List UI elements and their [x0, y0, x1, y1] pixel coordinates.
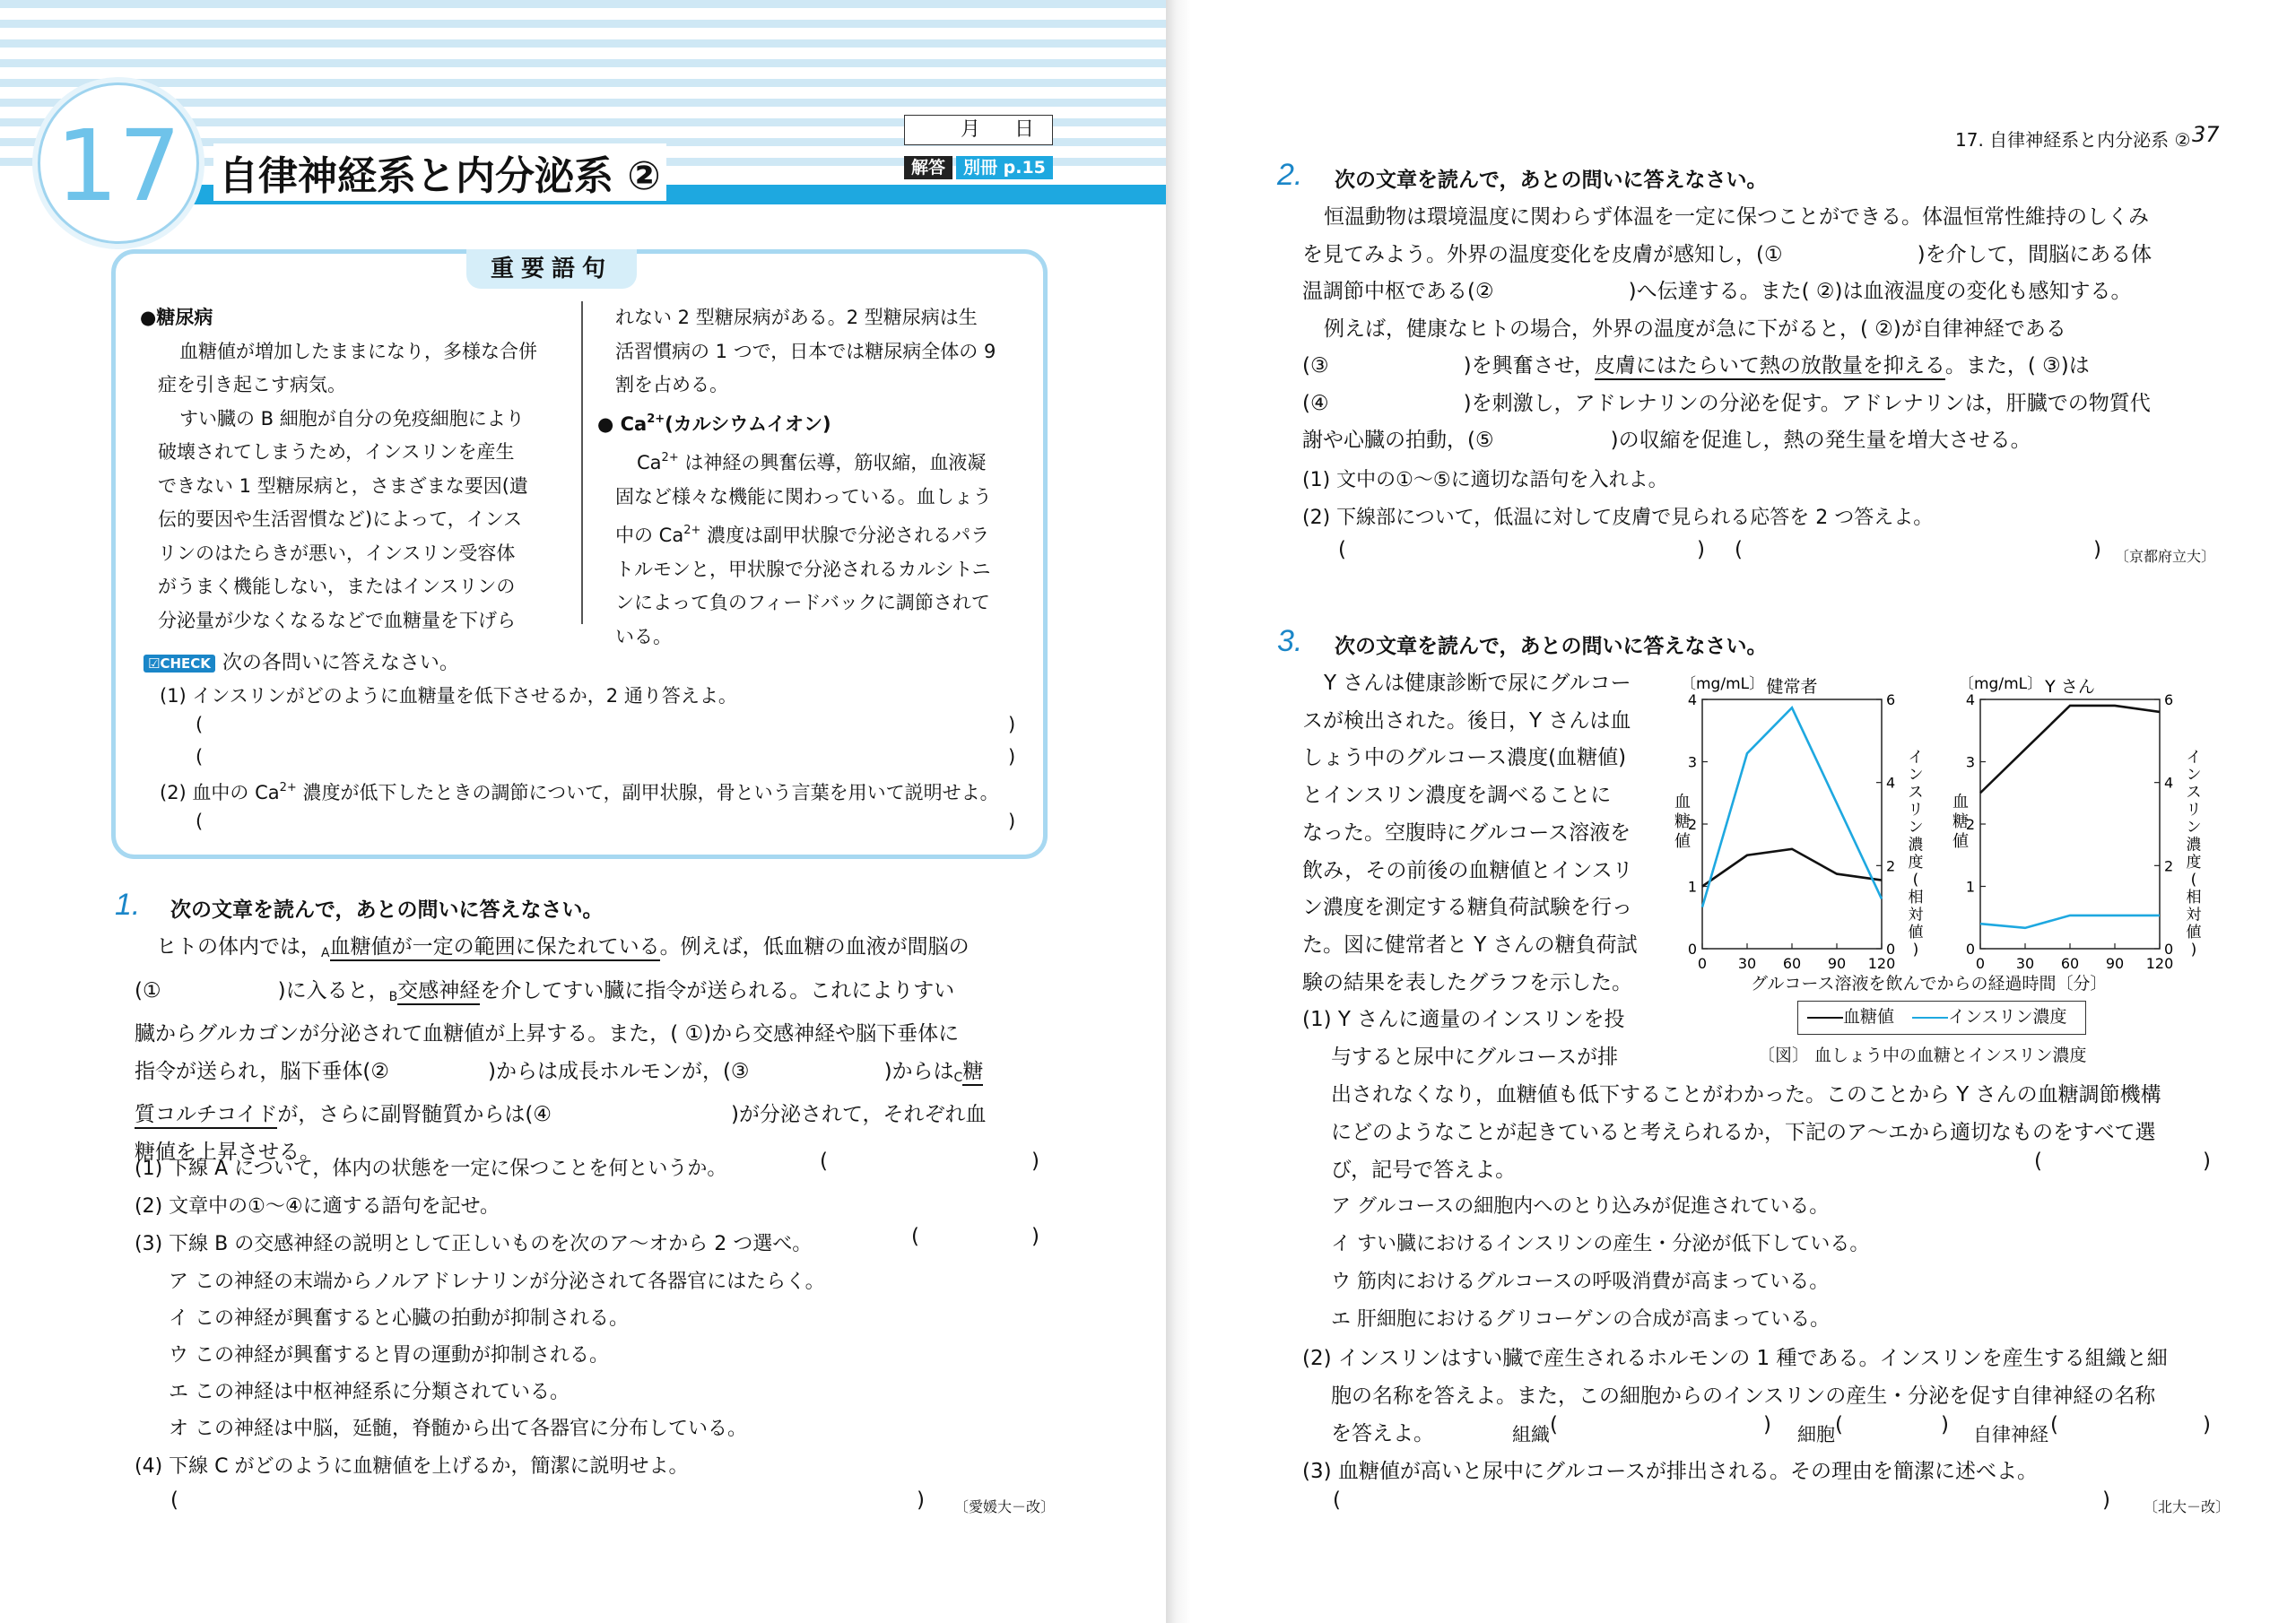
y-axis-label-char: 血: [1674, 793, 1691, 812]
answer-paren-close: ): [1763, 1413, 1771, 1436]
x-tick-label: 60: [1782, 955, 1802, 972]
figure-xlabel: グルコース溶液を飲んでからの経過時間〔分〕: [1751, 974, 2108, 994]
y-tick-label: 4: [1687, 691, 1697, 708]
answer-paren-open: (: [1550, 1413, 1558, 1436]
chapter-number-badge: [38, 82, 199, 244]
term-text: ンによって負のフィードバックに調節されて: [615, 592, 990, 613]
term-calcium-heading: ● $Ca^{2+}$(カルシウムイオン): [597, 412, 831, 435]
x-tick-label: 30: [1737, 955, 1757, 972]
key-terms-title: 重要語句: [466, 249, 637, 289]
option-e: オ この神経は中脳，延髄，脊髄から出て各器官に分布している。: [169, 1418, 747, 1440]
answer-paren-open: (: [196, 811, 204, 832]
question-1-part-1: (1) 下線 A について，体内の状態を一定に保つことを何というか。: [135, 1158, 727, 1180]
option-a: ア グルコースの細胞内へのとり込みが促進されている。: [1331, 1195, 1830, 1218]
date-month: 月: [960, 118, 980, 141]
y-tick-label: 3: [1687, 753, 1697, 771]
check-heading: ☑CHECK 次の各問いに答えなさい。: [144, 647, 459, 675]
y2-axis-label-char: 対: [1908, 906, 1924, 924]
option-b: イ すい臓におけるインスリンの産生・分泌が低下している。: [1331, 1233, 1870, 1255]
y-unit-label: 〔mg/mL〕: [1681, 675, 1765, 693]
answer-paren-open: (: [1338, 538, 1346, 561]
x-tick-label: 120: [1867, 955, 1896, 972]
question-3-part-1e: び，記号で答えよ。: [1331, 1159, 1517, 1182]
running-head: 17. 自律神経系と内分泌系 ②: [1955, 129, 2191, 151]
glucose-line: [1980, 706, 2160, 793]
y2-axis-label-char: ス: [1908, 784, 1924, 802]
question-3-passage: Y さんは健康診断で尿にグルコー スが検出された。後日，Y さんは血 しょう中のグルコース濃度(血糖値) とインスリン濃度を調べることに なった。空腹時にグルコース溶液を 飲み，その前後の血糖値とインスリ ン濃度を測定する糖負荷試験を行っ た。図に健常者と Y さんの糖負荷試 験の結果を表したグラフを示した。: [1302, 672, 1638, 994]
answer-ref: 別冊 p.15: [956, 156, 1053, 179]
answer-paren-open: (: [820, 1150, 828, 1173]
answer-reference: [904, 154, 1053, 181]
y-unit-label: 〔mg/mL〕: [1959, 675, 2043, 693]
page-number: 37: [2192, 122, 2220, 147]
answer-paren-close: ): [1008, 714, 1016, 735]
autonomic-nerve-label: 自律神経: [1973, 1424, 2048, 1445]
y2-tick-label: 6: [1886, 691, 1896, 708]
y-tick-label: 0: [1965, 941, 1975, 958]
y2-axis-label-char: ン: [1908, 819, 1924, 837]
y2-axis-label-char: (: [2190, 871, 2197, 890]
answer-paren-close: ): [2203, 1413, 2211, 1436]
question-2-source: 〔京都府立大〕: [2115, 548, 2216, 565]
question-3-part-1c: 出されなくなり，血糖値も低下することがわかった。このことから Y さんの血糖調節機構: [1331, 1083, 2161, 1107]
y2-axis-label-char: (: [1912, 871, 1919, 890]
chapter-number: 17: [56, 108, 181, 223]
question-3-part-3: (3) 血糖値が高いと尿中にグルコースが排出される。その理由を簡潔に述べよ。: [1302, 1460, 2039, 1483]
legend-insulin-swatch: [1912, 1017, 1948, 1019]
term-text: 血糖値が増加したままになり，多様な合併: [179, 340, 537, 362]
y2-tick-label: 6: [2164, 691, 2174, 708]
question-1-number: 1.: [115, 888, 141, 922]
term-text: 分泌量が少なくなるなどで血糖量を下げら: [158, 609, 516, 631]
check-tag: ☑CHECK: [144, 655, 215, 673]
x-tick-label: 60: [2060, 955, 2080, 972]
question-3-part-1b: 与すると尿中にグルコースが排: [1331, 1046, 1619, 1069]
term-text: 中の $Ca^{2+}$ 濃度は副甲状腺で分泌されるパラ: [615, 524, 990, 546]
answer-paren-close: ): [2093, 538, 2101, 561]
y-tick-label: 4: [1965, 691, 1975, 708]
answer-paren-close: ): [1008, 811, 1016, 832]
question-3-part-1a: (1) Y さんに適量のインスリンを投: [1302, 1008, 1625, 1031]
y2-axis-label-char: 対: [2186, 906, 2202, 924]
y2-tick-label: 0: [1886, 941, 1896, 958]
answer-paren-open: (: [2034, 1150, 2042, 1173]
legend-glucose-label: 血糖値: [1843, 1007, 1895, 1027]
figure-legend: [1797, 1001, 2086, 1035]
y2-axis-label-char: 度: [2186, 854, 2202, 872]
question-3-number: 3.: [1277, 624, 1303, 658]
y2-tick-label: 4: [1886, 774, 1896, 792]
term-text: 活習慣病の 1 つで，日本では糖尿病全体の 9: [615, 340, 996, 362]
option-d: エ 肝細胞におけるグリコーゲンの合成が高まっている。: [1331, 1308, 1831, 1331]
term-text: れない 2 型糖尿病がある。2 型糖尿病は生: [615, 307, 978, 328]
answer-paren-open: (: [1735, 538, 1743, 561]
answer-paren-close: ): [2203, 1150, 2211, 1173]
chart-title: Y さん: [2045, 677, 2095, 697]
y2-axis-label-char: ン: [2186, 766, 2202, 785]
y2-axis-label-char: ): [2190, 941, 2197, 959]
y2-tick-label: 2: [1886, 857, 1896, 875]
x-tick-label: 0: [1975, 955, 1986, 972]
option-c: ウ 筋肉におけるグルコースの呼吸消費が高まっている。: [1331, 1271, 1830, 1293]
answer-paren-open: (: [170, 1488, 178, 1512]
key-terms-right-column: [597, 301, 1037, 654]
key-terms-left-column: [140, 301, 570, 638]
y-tick-label: 2: [1965, 816, 1975, 833]
answer-label: 解答: [904, 156, 952, 179]
answer-paren-close: ): [1031, 1150, 1039, 1173]
y2-axis-label-char: ス: [2186, 784, 2202, 802]
y2-axis-label-char: ン: [2186, 819, 2202, 837]
insulin-line: [1980, 916, 2160, 928]
key-terms-divider: [581, 301, 583, 624]
term-text: 症を引き起こす病気。: [158, 374, 346, 395]
y2-axis-label-char: 値: [1908, 924, 1924, 942]
y2-tick-label: 2: [2164, 857, 2174, 875]
y2-axis-label-char: 相: [2186, 889, 2202, 907]
answer-paren-close: ): [1941, 1413, 1949, 1436]
term-text: リンのはたらきが悪い，インスリン受容体: [158, 542, 516, 564]
legend-glucose-swatch: [1807, 1017, 1843, 1019]
y2-tick-label: 0: [2164, 941, 2174, 958]
answer-paren-open: (: [196, 746, 204, 768]
question-3-source: 〔北大－改〕: [2144, 1498, 2231, 1515]
y2-tick-label: 4: [2164, 774, 2174, 792]
legend-insulin-label: インスリン濃度: [1948, 1007, 2067, 1027]
x-tick-label: 90: [2105, 955, 2125, 972]
y2-axis-label-char: リ: [1908, 801, 1924, 820]
question-1-part-3: (3) 下線 B の交感神経の説明として正しいものを次のア～オから 2 つ選べ。: [135, 1233, 813, 1255]
page-gutter: [1166, 0, 1191, 1623]
y2-axis-label-char: 値: [2186, 924, 2202, 942]
check-q1: (1) インスリンがどのように血糖量を低下させるか，2 通り答えよ。: [160, 685, 737, 707]
term-text: 固など様々な機能に関わっている。血しょう: [615, 485, 992, 508]
answer-paren-open: (: [911, 1225, 919, 1248]
chart-frame: [1980, 699, 2160, 949]
y-tick-label: 1: [1687, 878, 1697, 896]
term-text: がうまく機能しない，またはインスリンの: [158, 576, 516, 597]
question-2-part-2: (2) 下線部について，低温に対して皮膚で見られる応答を 2 つ答えよ。: [1302, 507, 1934, 529]
y2-axis-label-char: ン: [1908, 766, 1924, 785]
y-tick-label: 2: [1687, 816, 1697, 833]
term-text: 割を占める。: [615, 374, 728, 395]
check-q2: (2) 血中の $Ca^{2+}$ 濃度が低下したときの調節について，副甲状腺，骨という言葉を用いて説明せよ。: [160, 781, 999, 803]
date-box: [904, 115, 1053, 145]
y-tick-label: 0: [1687, 941, 1697, 958]
y2-axis-label-char: イ: [2186, 749, 2202, 767]
answer-paren-open: (: [2050, 1413, 2058, 1436]
y2-axis-label-char: ): [1912, 941, 1919, 959]
question-2-part-1: (1) 文中の①～⑤に適切な語句を入れよ。: [1302, 469, 1668, 491]
y-axis-label-char: 糖: [1952, 812, 1969, 831]
figure-caption: 〔図〕 血しょう中の血糖とインスリン濃度: [1758, 1046, 2087, 1065]
chapter-title: 自律神経系と内分泌系 ②: [213, 143, 666, 201]
term-text: トルモンと，甲状腺で分泌されるカルシトニ: [615, 558, 991, 580]
cell-label: 細胞: [1797, 1424, 1835, 1445]
answer-paren-open: (: [196, 714, 204, 735]
option-a: ア この神経の末端からノルアドレナリンが分泌されて各器官にはたらく。: [169, 1271, 825, 1293]
question-3-part-2b: 胞の名称を答えよ。また，この細胞からのインスリンの産生・分泌を促す自律神経の名称: [1331, 1384, 2156, 1408]
y2-axis-label-char: 濃: [1908, 836, 1924, 855]
term-text: 伝的要因や生活習慣など)によって，インス: [158, 508, 523, 530]
x-tick-label: 0: [1697, 955, 1708, 972]
x-tick-label: 90: [1827, 955, 1847, 972]
y2-axis-label-char: イ: [1908, 749, 1924, 767]
y-axis-label-char: 値: [1952, 832, 1969, 851]
term-text: すい臓の B 細胞が自分の免疫細胞により: [179, 407, 525, 430]
question-3-part-2c: を答えよ。: [1331, 1422, 1434, 1445]
option-d: エ この神経は中枢神経系に分類されている。: [169, 1381, 570, 1403]
y2-axis-label-char: 度: [1908, 854, 1924, 872]
x-tick-label: 120: [2145, 955, 2174, 972]
answer-paren-open: (: [1333, 1488, 1341, 1512]
question-1-part-2: (2) 文章中の①～④に適する語句を記せ。: [135, 1195, 500, 1218]
y-tick-label: 3: [1965, 753, 1975, 771]
term-text: $Ca^{2+}$ は神経の興奮伝導，筋収縮，血液凝: [637, 451, 987, 473]
date-day: 日: [1013, 118, 1034, 141]
question-2-number: 2.: [1277, 158, 1303, 192]
y2-axis-label-char: 相: [1908, 889, 1924, 907]
question-3-part-1d: にどのようなことが起きていると考えられるか，下記のア～エから適切なものをすべて選: [1331, 1121, 2156, 1144]
y2-axis-label-char: 濃: [2186, 836, 2202, 855]
answer-paren-open: (: [1835, 1413, 1843, 1436]
chart-frame: [1702, 699, 1882, 949]
question-1-source: 〔愛媛大－改〕: [954, 1498, 1056, 1515]
y-axis-label-char: 値: [1674, 832, 1691, 851]
term-text: 破壊されてしまうため，インスリンを産生: [158, 441, 515, 463]
question-3-part-2a: (2) インスリンはすい臓で産生されるホルモンの 1 種である。インスリンを産生する組織と細: [1302, 1347, 2168, 1370]
term-text: いる。: [615, 625, 672, 647]
question-1-heading: 次の文章を読んで，あとの問いに答えなさい。: [170, 898, 604, 922]
y-axis-label-char: 糖: [1674, 812, 1691, 831]
glucose-line: [1702, 849, 1882, 887]
answer-paren-close: ): [1008, 746, 1016, 768]
chart-title: 健常者: [1766, 677, 1818, 697]
answer-paren-close: ): [2102, 1488, 2110, 1512]
tissue-label: 組織: [1512, 1424, 1550, 1445]
question-2-heading: 次の文章を読んで，あとの問いに答えなさい。: [1335, 169, 1768, 192]
answer-paren-close: ): [917, 1488, 925, 1512]
question-3-heading: 次の文章を読んで，あとの問いに答えなさい。: [1335, 635, 1768, 658]
term-text: できない 1 型糖尿病と，さまざまな要因(遺: [158, 474, 528, 497]
option-c: ウ この神経が興奮すると胃の運動が抑制される。: [169, 1344, 609, 1367]
question-1-passage: ヒトの体内では，$_A$血糖値が一定の範囲に保たれている。例えば，低血糖の血液が間脳の (① )に入ると，$_B$交感神経を介してすい臓に指令が送られる。これによりすい 臓からグルカゴンが分泌されて血糖値が上昇する。また，( ①)から交感神経や脳下垂体に 指令が送られ，脳下垂体(② )からは成長ホルモンが，(③ )からは$_C$糖 質コルチコイドが，さらに副腎髄質からは(④ )が分泌されて，それぞれ血 糖値を上昇させる。: [135, 935, 987, 1164]
y2-axis-label-char: リ: [2186, 801, 2202, 820]
question-1-part-4: (4) 下線 C がどのように血糖値を上げるか，簡潔に説明せよ。: [135, 1455, 689, 1478]
answer-paren-close: ): [1697, 538, 1705, 561]
term-diabetes-heading: ●糖尿病: [140, 307, 213, 328]
question-2-passage: 恒温動物は環境温度に関わらず体温を一定に保つことができる。体温恒常性維持のしくみ を見てみよう。外界の温度変化を皮膚が感知し，(① )を介して，間脳にある体 温調節中枢である(② )へ伝達する。また( ②)は血液温度の変化も感知する。 例えば，健康なヒトの場合，外界の温度が急に下がると，( ②)が自律神経である (③ )を興奮させ，皮膚にはたらいて熱の放散量を抑える。また，( ③)は (④ )を刺激し，アドレナリンの分泌を促す。アドレナリンは，肝臓での物質代 謝や心臓の拍動，(⑤ )の収縮を促進し，熱の発生量を増大させる。: [1302, 205, 2152, 452]
x-tick-label: 30: [2015, 955, 2035, 972]
option-b: イ この神経が興奮すると心臓の拍動が抑制される。: [169, 1307, 629, 1330]
y-axis-label-char: 血: [1952, 793, 1969, 812]
y-tick-label: 1: [1965, 878, 1975, 896]
answer-paren-close: ): [1031, 1225, 1039, 1248]
